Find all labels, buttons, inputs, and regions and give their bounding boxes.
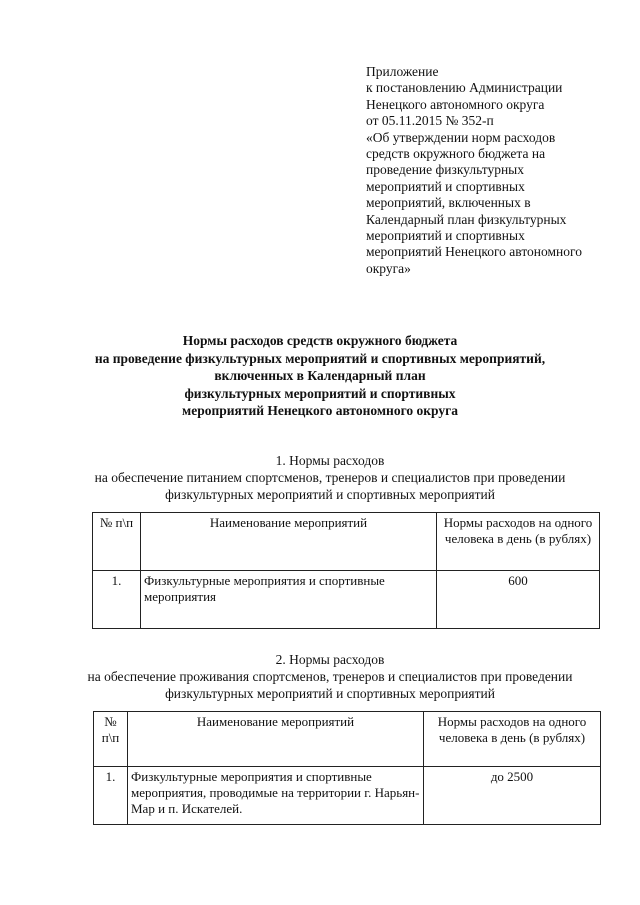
- appendix-reference: [366, 64, 616, 277]
- column-header-event-name: Наименование мероприятий: [128, 712, 424, 767]
- table-header-row: [93, 513, 600, 571]
- table-row: [94, 767, 601, 825]
- document-title: [60, 332, 580, 420]
- title-line: включенных в Календарный план: [214, 368, 426, 384]
- appendix-line: мероприятий и спортивных: [366, 178, 525, 194]
- table-row: [93, 571, 600, 629]
- column-header-event-name: Наименование мероприятий: [141, 513, 437, 571]
- section-heading-line: на обеспечение проживания спортсменов, тренеров и специалистов при проведении: [87, 669, 573, 684]
- cell-number: 1.: [94, 767, 128, 825]
- cell-norm-value: до 2500: [424, 767, 601, 825]
- cell-norm-value: 600: [437, 571, 600, 629]
- appendix-line: мероприятий и спортивных: [366, 228, 525, 244]
- accommodation-norms-table: [93, 711, 601, 825]
- title-line: физкультурных мероприятий и спортивных: [184, 385, 456, 401]
- appendix-line: к постановлению Администрации: [366, 80, 563, 96]
- column-header-norm: Нормы расходов на одного человека в день (в рублях): [437, 513, 600, 571]
- appendix-line: от 05.11.2015 № 352-п: [366, 113, 494, 129]
- section-heading-line: физкультурных мероприятий и спортивных мероприятий: [165, 487, 495, 502]
- title-line: на проведение физкультурных мероприятий и спортивных мероприятий,: [94, 350, 546, 366]
- meals-norms-table: [92, 512, 600, 629]
- appendix-line: проведение физкультурных: [366, 162, 524, 178]
- section-heading-line: 1. Нормы расходов: [275, 453, 385, 468]
- column-header-number: № п\п: [94, 712, 128, 767]
- section-heading-line: 2. Нормы расходов: [275, 652, 385, 667]
- column-header-norm: Нормы расходов на одного человека в день (в рублях): [424, 712, 601, 767]
- title-line: мероприятий Ненецкого автономного округа: [182, 403, 458, 419]
- appendix-line: «Об утверждении норм расходов: [366, 129, 556, 145]
- cell-event-name: Физкультурные мероприятия и спортивные мероприятия: [141, 571, 437, 629]
- title-line: Нормы расходов средств окружного бюджета: [182, 333, 458, 348]
- column-header-number: № п\п: [93, 513, 141, 571]
- cell-number: 1.: [93, 571, 141, 629]
- section-heading-line: на обеспечение питанием спортсменов, тренеров и специалистов при проведении: [94, 470, 566, 485]
- appendix-line: Ненецкого автономного округа: [366, 96, 545, 112]
- appendix-line: округа»: [366, 260, 411, 276]
- section-2-heading: [60, 651, 600, 702]
- cell-event-name: Физкультурные мероприятия и спортивные мероприятия, проводимые на территории г. Нарьян-Мар и п. Искателей.: [128, 767, 424, 825]
- appendix-line: Календарный план физкультурных: [366, 211, 567, 227]
- appendix-line: Приложение: [366, 64, 439, 79]
- appendix-line: мероприятий Ненецкого автономного: [366, 244, 582, 260]
- appendix-line: средств окружного бюджета на: [366, 146, 546, 162]
- appendix-line: мероприятий, включенных в: [366, 195, 531, 211]
- section-1-heading: [60, 452, 600, 503]
- section-heading-line: физкультурных мероприятий и спортивных мероприятий: [165, 686, 495, 701]
- table-header-row: [94, 712, 601, 767]
